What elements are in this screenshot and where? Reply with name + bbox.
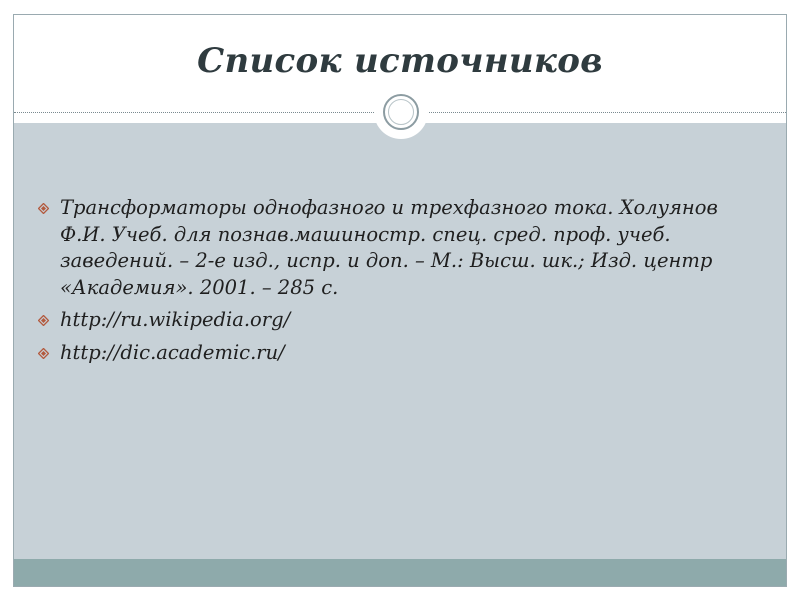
footer-bar [14,559,786,587]
circle-ornament-icon [374,85,428,139]
source-text: Трансформаторы однофазного и трехфазного тока. Холуянов Ф.И. Учеб. для познав.машиностр. спец. сред. проф. учеб. заведений. – 2-е изд., испр. и доп. – М.: Высш. шк.; Изд. центр «Академия». 2001. – 285 с. [60,196,718,299]
ornament-inner-ring [388,99,414,125]
source-link[interactable]: http://dic.academic.ru/ [60,340,285,364]
diamond-bullet-icon [38,348,49,359]
list-item [36,195,736,301]
slide-title: Список источников [197,41,603,81]
slide [13,14,787,587]
sources-list [36,195,736,372]
diamond-bullet-icon [38,315,49,326]
content-area [14,123,786,559]
list-item [36,340,736,367]
diamond-bullet-icon [38,203,49,214]
list-item [36,307,736,334]
source-link[interactable]: http://ru.wikipedia.org/ [60,308,291,331]
ornament-ring [383,94,419,130]
